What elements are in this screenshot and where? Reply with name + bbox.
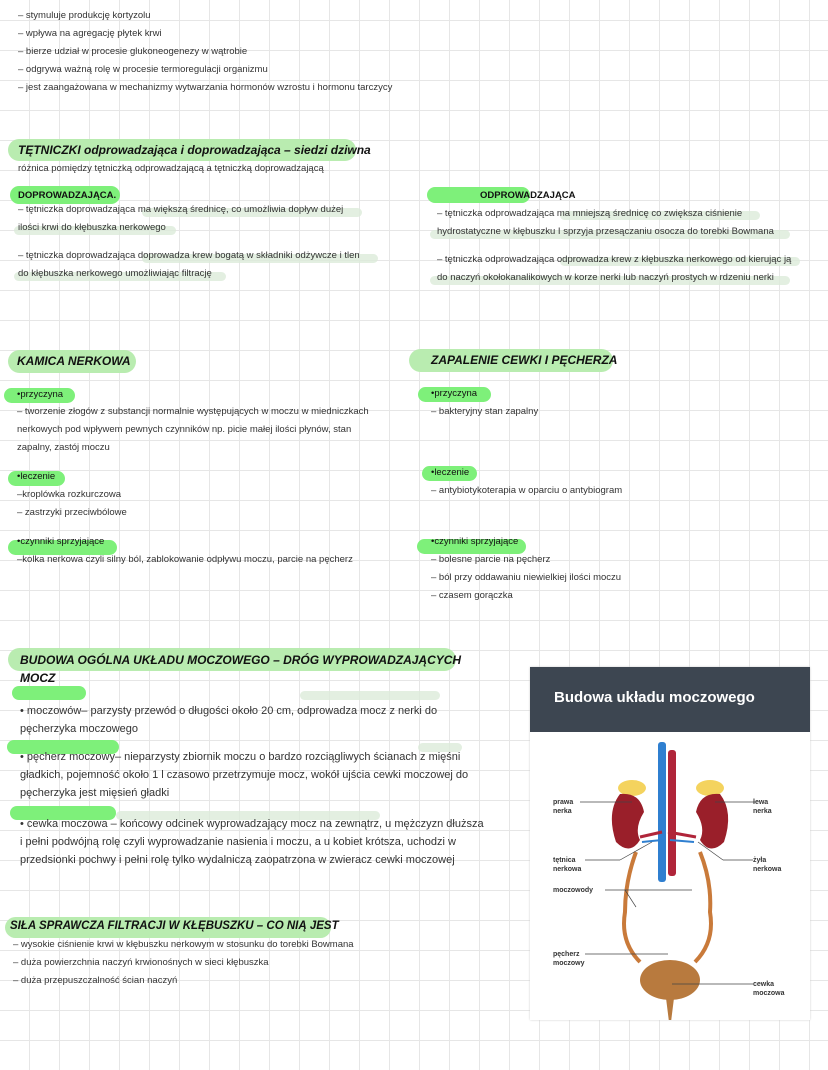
text-line: przedsionki pochwy i pełni rolę tylko wydalniczą zaopatrzona w zwieracz cewki moczowej <box>20 854 455 866</box>
text-line: – czasem gorączka <box>431 590 513 601</box>
label-urethra: moczowa <box>753 990 785 997</box>
text-line: –kroplówka rozkurczowa <box>17 489 122 500</box>
subtitle: różnica pomiędzy tętniczką odprowadzającą a tętniczką doprowadzającą <box>18 163 324 174</box>
label-treatment: •leczenie <box>17 471 56 482</box>
text-line: do naczyń okołokanalikowych w korze nerki lub naczyń prostych w rdzeniu nerki <box>437 272 774 283</box>
section-heading: TĘTNICZKI odprowadzająca i doprowadzająca – siedzi dziwna <box>18 143 371 157</box>
section-heading: SIŁA SPRAWCZA FILTRACJI W KŁĘBUSZKU – CO NIĄ JEST <box>10 920 339 932</box>
diagram-title: Budowa układu moczowego <box>530 667 810 732</box>
text-line: – bolesne parcie na pęcherz <box>431 554 551 565</box>
list-item: – bierze udział w procesie glukoneogenezy w wątrobie <box>18 46 248 57</box>
label-renal-vein: nerkowa <box>753 866 782 873</box>
artery <box>668 750 676 876</box>
label-ureters: moczowody <box>553 887 594 894</box>
bladder <box>640 960 700 1000</box>
text-line: do kłębuszka nerkowego umożliwiając filtrację <box>18 268 212 279</box>
section-heading: ZAPALENIE CEWKI I PĘCHERZA <box>431 353 618 367</box>
text-line: • moczowów– parzysty przewód o długości około 20 cm, odprowadza mocz z nerki do <box>20 705 438 717</box>
section-heading: MOCZ <box>20 671 56 685</box>
ureter-right <box>624 852 640 962</box>
label-left-kidney: nerka <box>753 808 772 815</box>
list-item: – odgrywa ważną rolę w procesie termoregulacji organizmu <box>18 64 268 75</box>
label-right-kidney: nerka <box>553 808 572 815</box>
text-line: – tętniczka odprowadzająca ma mniejszą średnicę co zwiększa ciśnienie <box>437 208 743 219</box>
text-line: – tętniczka odprowadzająca odprowadza krew z kłębuszka nerkowego od kierując ją <box>437 254 792 265</box>
adrenal-gland <box>696 780 724 796</box>
highlight <box>12 686 86 700</box>
text-line: gładkich, pojemność około 1 l czasowo przetrzymuje mocz, wokół ujścia cewki moczowej do <box>20 769 469 781</box>
label-renal-vein: żyła <box>753 857 767 864</box>
label-renal-artery: nerkowa <box>553 866 582 873</box>
text-line: – duża powierzchnia naczyń krwionośnych w sieci kłębuszka <box>13 957 269 968</box>
text-line: • pęcherz moczowy– nieparzysty zbiornik moczu o bardzo rozciągliwych ścianach z mięśni <box>20 751 461 763</box>
text-line: – ból przy oddawaniu niewielkiej ilości moczu <box>431 572 622 583</box>
text-line: – tętniczka doprowadzająca doprowadza krew bogatą w składniki odżywcze i tlen <box>18 250 360 261</box>
text-line: – wysokie ciśnienie krwi w kłębuszku nerkowym w stosunku do torebki Bowmana <box>13 939 354 950</box>
label-cause: •przyczyna <box>17 389 64 400</box>
label-left-kidney: lewa <box>753 799 769 806</box>
label-factors: •czynniki sprzyjające <box>17 536 105 547</box>
text-line: – bakteryjny stan zapalny <box>431 406 539 417</box>
text-line: pęcherzyka moczowego <box>20 723 139 735</box>
text-line: – tętniczka doprowadzająca ma większą średnicę, co umożliwia dopływ dużej <box>18 204 344 215</box>
section-heading: KAMICA NERKOWA <box>17 354 131 368</box>
text-line: pęcherzyka jest mięsień gładki <box>20 787 170 799</box>
text-line: –kolka nerkowa czyli silny ból, zablokowanie odpływu moczu, parcie na pęcherz <box>17 554 353 565</box>
text-line: • cewka moczowa – końcowy odcinek wyprowadzający mocz na zewnątrz, u mężczyzn dłuższa <box>20 818 484 830</box>
list-item: – wpływa na agregację płytek krwi <box>18 28 162 39</box>
text-line: ilości krwi do kłębuszka nerkowego <box>18 222 166 233</box>
ureter-left <box>695 852 711 962</box>
text-line: – duża przepuszczalność ścian naczyń <box>13 975 178 986</box>
label-factors: •czynniki sprzyjające <box>431 536 519 547</box>
text-line: – zastrzyki przeciwbólowe <box>17 507 127 518</box>
text-line: nerkowych pod wpływem pewnych czynników np. picie małej ilości płynów, stan <box>17 424 352 435</box>
text-line: – antybiotykoterapia w oparciu o antybiogram <box>431 485 623 496</box>
text-line: i pełni podwójną rolę czyli wyprowadzanie nasienia i moczu, a u kobiet krótsza, uchodzi w <box>20 836 456 848</box>
label-renal-artery: tętnica <box>553 857 576 864</box>
list-item: – stymuluje produkcję kortyzolu <box>18 10 151 21</box>
vein <box>658 742 666 882</box>
urinary-system-diagram <box>530 667 810 1020</box>
urethra <box>666 998 674 1020</box>
label-right-kidney: prawa <box>553 799 574 806</box>
adrenal-gland <box>618 780 646 796</box>
text-line: – tworzenie złogów z substancji normalnie występujących w moczu w miedniczkach <box>17 406 369 417</box>
label-bladder: pęcherz <box>553 951 580 958</box>
label-urethra: cewka <box>753 981 775 988</box>
list-item: – jest zaangażowana w mechanizmy wytwarzania hormonów wzrostu i hormonu tarczycy <box>18 82 393 93</box>
text-line: hydrostatyczne w kłębuszku I sprzyja przesączaniu osocza do torebki Bowmana <box>437 226 774 237</box>
section-heading: BUDOWA OGÓLNA UKŁADU MOCZOWEGO – DRÓG WYPROWADZAJĄCYCH <box>20 653 462 667</box>
label-bladder: moczowy <box>553 960 585 967</box>
urinary-system-illustration <box>530 732 810 1020</box>
highlight <box>300 691 440 700</box>
label-doprowadzajaca: DOPROWADZAJĄCA. <box>18 190 117 201</box>
text-line: zapalny, zastój moczu <box>17 442 110 453</box>
label-treatment: •leczenie <box>431 467 470 478</box>
label-odprowadzajaca: ODPROWADZAJĄCA <box>480 190 576 201</box>
label-cause: •przyczyna <box>431 388 478 399</box>
